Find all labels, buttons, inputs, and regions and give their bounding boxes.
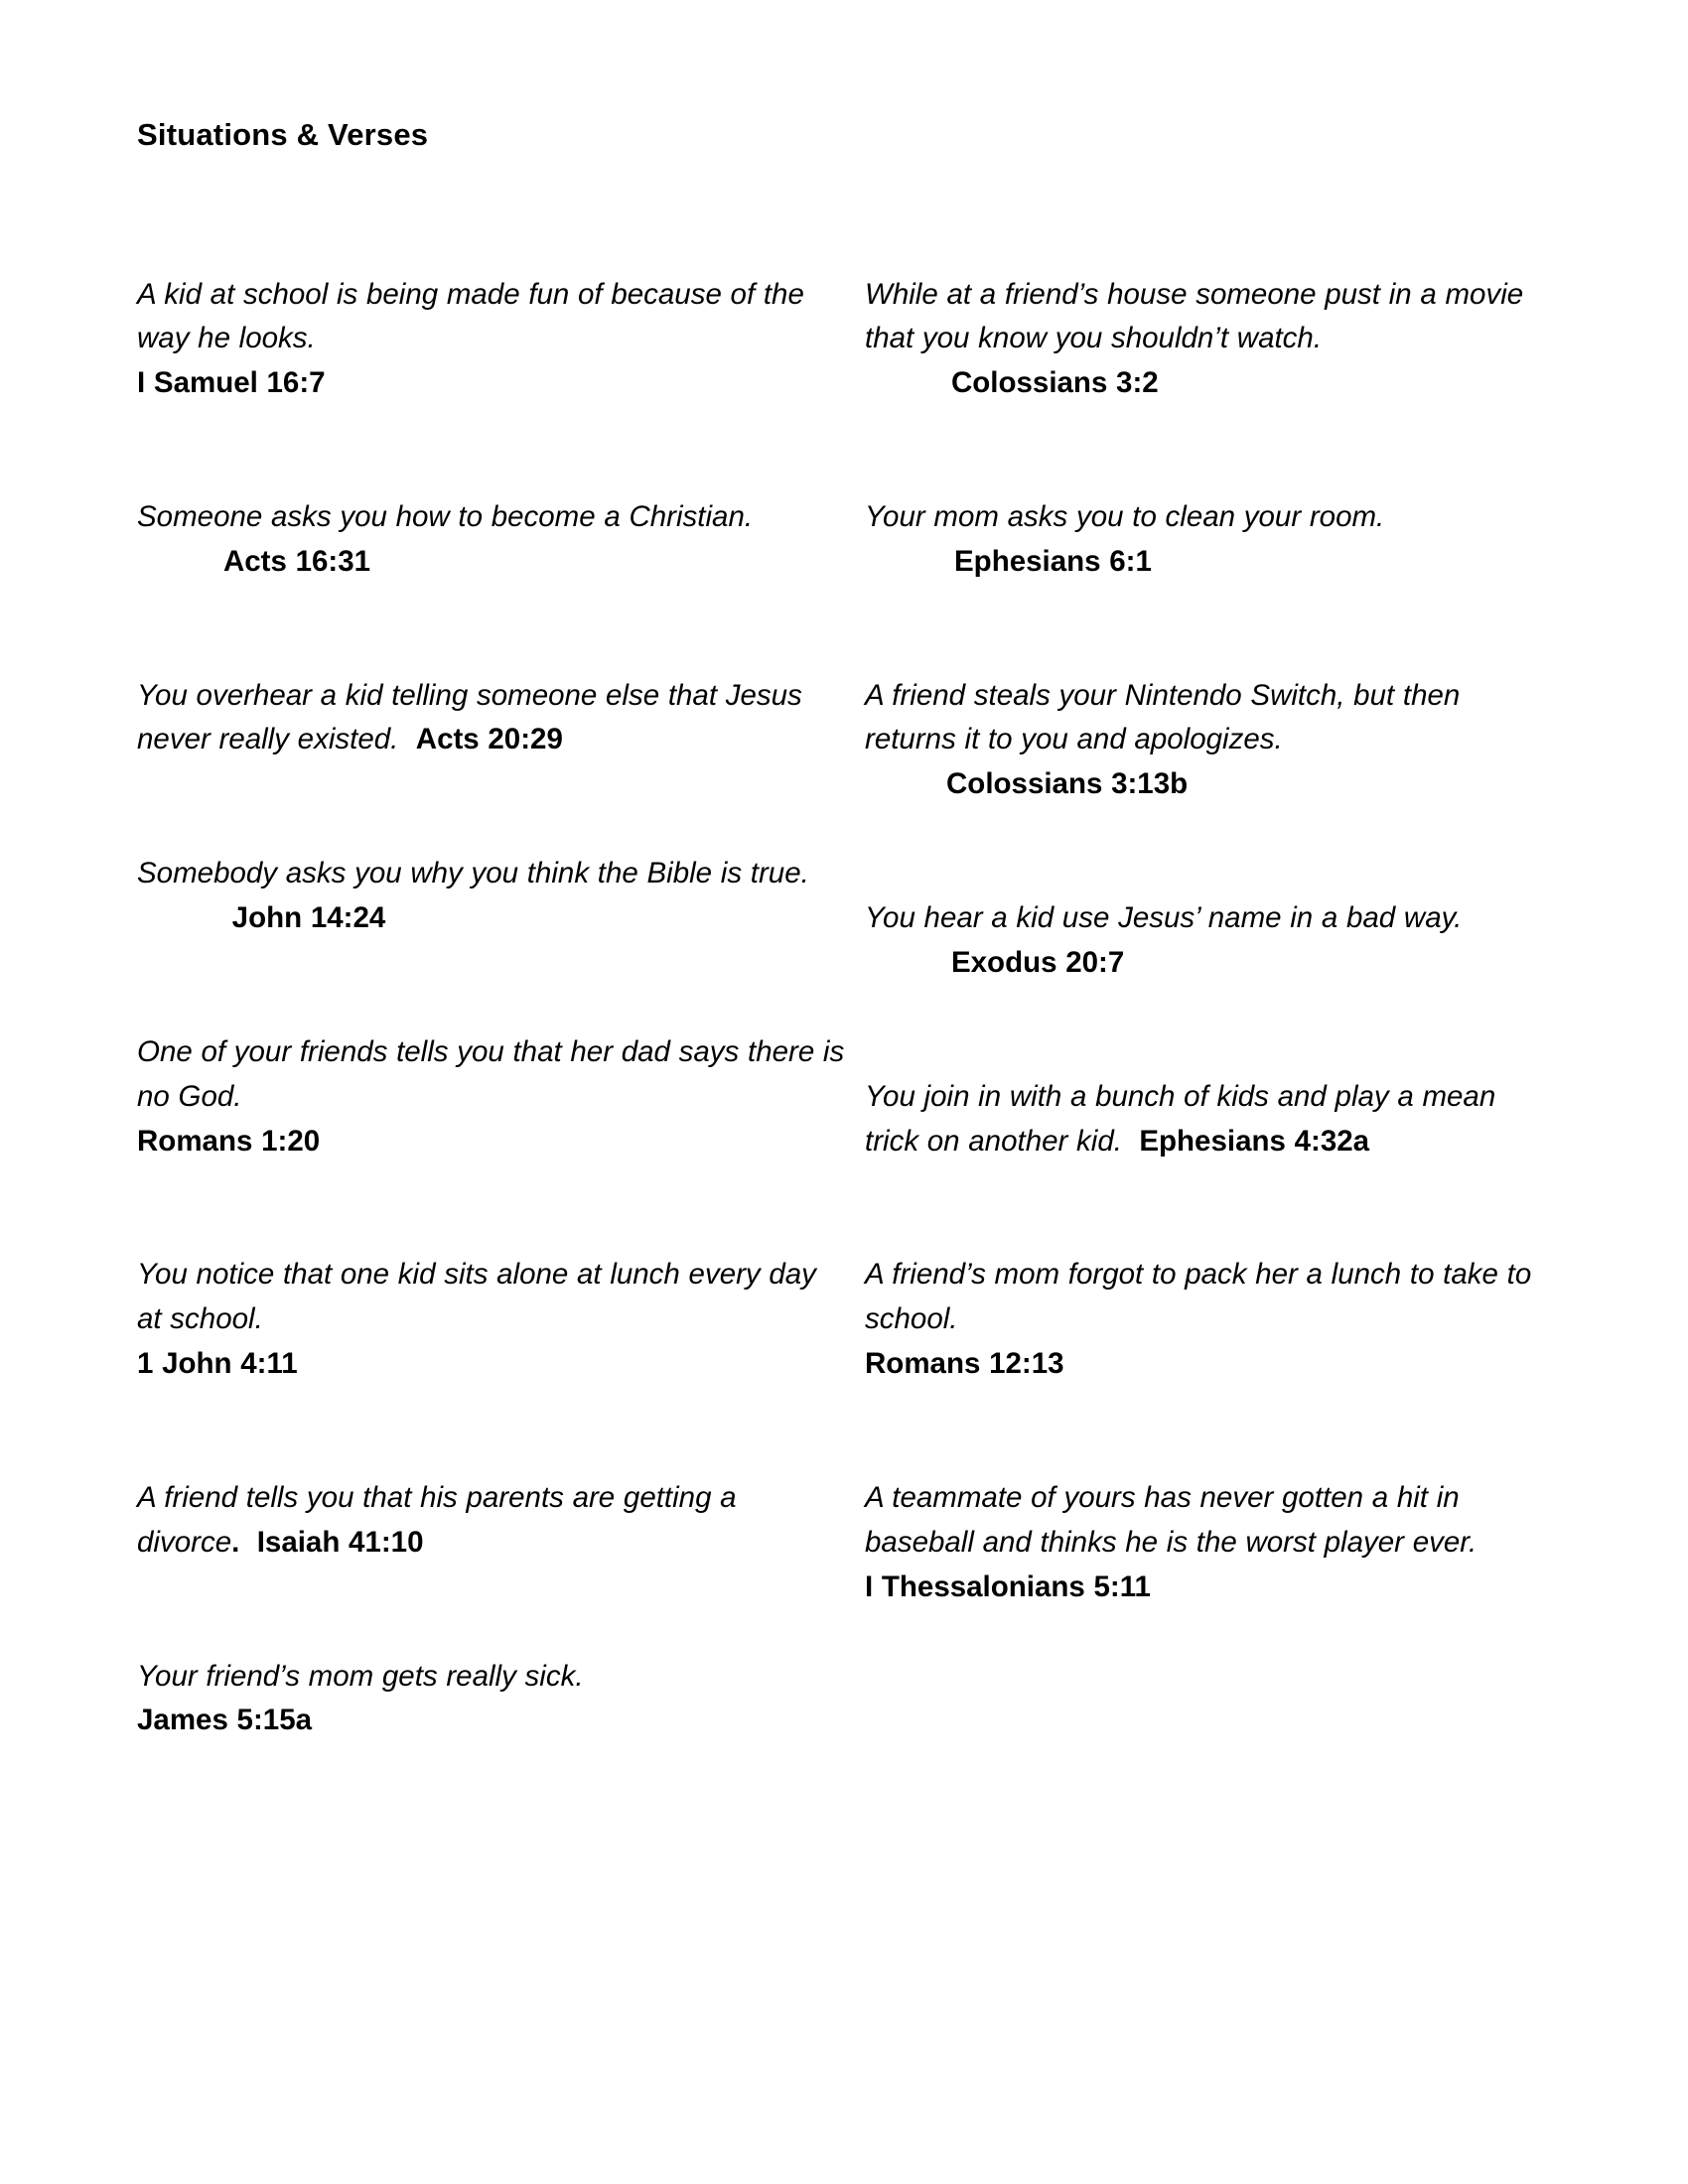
situation-description: A teammate of yours has never gotten a hit in baseball and thinks he is the worst player ever.	[865, 1480, 1477, 1559]
verse-reference: John 14:24	[231, 901, 386, 935]
verse-reference: Colossians 3:2	[950, 366, 1159, 400]
situation-text	[137, 1253, 847, 1386]
situation-text	[865, 495, 1557, 585]
situation-text	[137, 495, 847, 585]
situation-description: You join in with a bunch of kids and play a mean trick on another kid.	[865, 1079, 1496, 1158]
situation-text	[137, 1655, 847, 1744]
space	[398, 723, 415, 755]
situation-entry	[137, 495, 847, 585]
verse-reference: Acts 16:31	[222, 544, 371, 578]
situation-text	[865, 674, 1557, 807]
two-column-layout	[137, 243, 1557, 1773]
situation-description: A friend’s mom forgot to pack her a lunch to take to school.	[865, 1258, 1532, 1336]
situation-text	[865, 1253, 1557, 1386]
situation-entry	[137, 1253, 847, 1386]
verse-reference: Acts 20:29	[415, 723, 563, 756]
verse-reference: I Thessalonians 5:11	[865, 1570, 1151, 1603]
verse-reference: Romans 12:13	[865, 1347, 1064, 1381]
situation-description: Your friend’s mom gets really sick.	[137, 1659, 584, 1693]
situation-entry	[865, 1253, 1557, 1386]
situation-description: A friend tells you that his parents are getting a divorce	[137, 1480, 737, 1559]
tab-space	[865, 366, 951, 399]
situation-text	[865, 273, 1557, 406]
situation-text	[137, 273, 847, 406]
situation-entry	[865, 495, 1557, 585]
situation-entry	[865, 896, 1557, 986]
situation-text	[137, 1476, 847, 1566]
tab-space	[137, 545, 223, 578]
situation-description: You hear a kid use Jesus’ name in a bad way.	[865, 901, 1463, 935]
right-column	[847, 243, 1557, 1639]
situation-description: Someone asks you how to become a Christian.	[137, 499, 754, 533]
situation-entry	[137, 1030, 847, 1163]
verse-reference: I Samuel 16:7	[137, 366, 326, 400]
space	[239, 1526, 256, 1559]
page-title: Situations & Verses	[137, 116, 429, 152]
verse-reference: 1 John 4:11	[137, 1347, 298, 1381]
tab-space	[865, 946, 951, 979]
situation-entry	[137, 1655, 847, 1744]
verse-reference: Ephesians 6:1	[954, 544, 1152, 578]
situation-entry	[865, 273, 1557, 406]
situation-description: Your mom asks you to clean your room.	[865, 499, 1385, 533]
situation-text	[137, 674, 847, 763]
verse-reference: Ephesians 4:32a	[1139, 1124, 1370, 1158]
situation-entry	[865, 1476, 1557, 1609]
verse-reference: James 5:15a	[137, 1704, 313, 1737]
situation-description: Somebody asks you why you think the Bible is true.	[137, 857, 809, 890]
verse-reference: Romans 1:20	[137, 1124, 321, 1158]
situation-description: While at a friend’s house someone pust in a movie that you know you shouldn’t watch.	[865, 277, 1524, 355]
verse-reference: Colossians 3:13b	[946, 767, 1189, 801]
space	[1122, 1125, 1139, 1158]
situation-period: .	[231, 1525, 240, 1559]
situation-text	[865, 1075, 1557, 1164]
situation-entry	[137, 273, 847, 406]
situation-description: A friend steals your Nintendo Switch, but then returns it to you and apologizes.	[865, 678, 1461, 756]
situation-description: You notice that one kid sits alone at lunch every day at school.	[137, 1258, 816, 1336]
left-column	[137, 243, 847, 1773]
verse-reference: Isaiah 41:10	[256, 1525, 424, 1559]
situation-entry	[865, 674, 1557, 807]
situation-text	[137, 1030, 847, 1163]
situation-entry	[137, 1476, 847, 1566]
situation-text	[865, 1476, 1557, 1609]
tab-space	[137, 901, 232, 934]
situation-text	[865, 896, 1557, 986]
situation-entry	[137, 852, 847, 941]
situation-description: You overhear a kid telling someone else that Jesus never really existed.	[137, 678, 802, 756]
verse-reference: Exodus 20:7	[950, 945, 1125, 979]
situation-description: One of your friends tells you that her dad says there is no God.	[137, 1034, 845, 1113]
situation-text	[137, 852, 847, 941]
situation-description: A kid at school is being made fun of because of the way he looks.	[137, 277, 804, 355]
situation-entry	[865, 1075, 1557, 1164]
situation-entry	[137, 674, 847, 763]
